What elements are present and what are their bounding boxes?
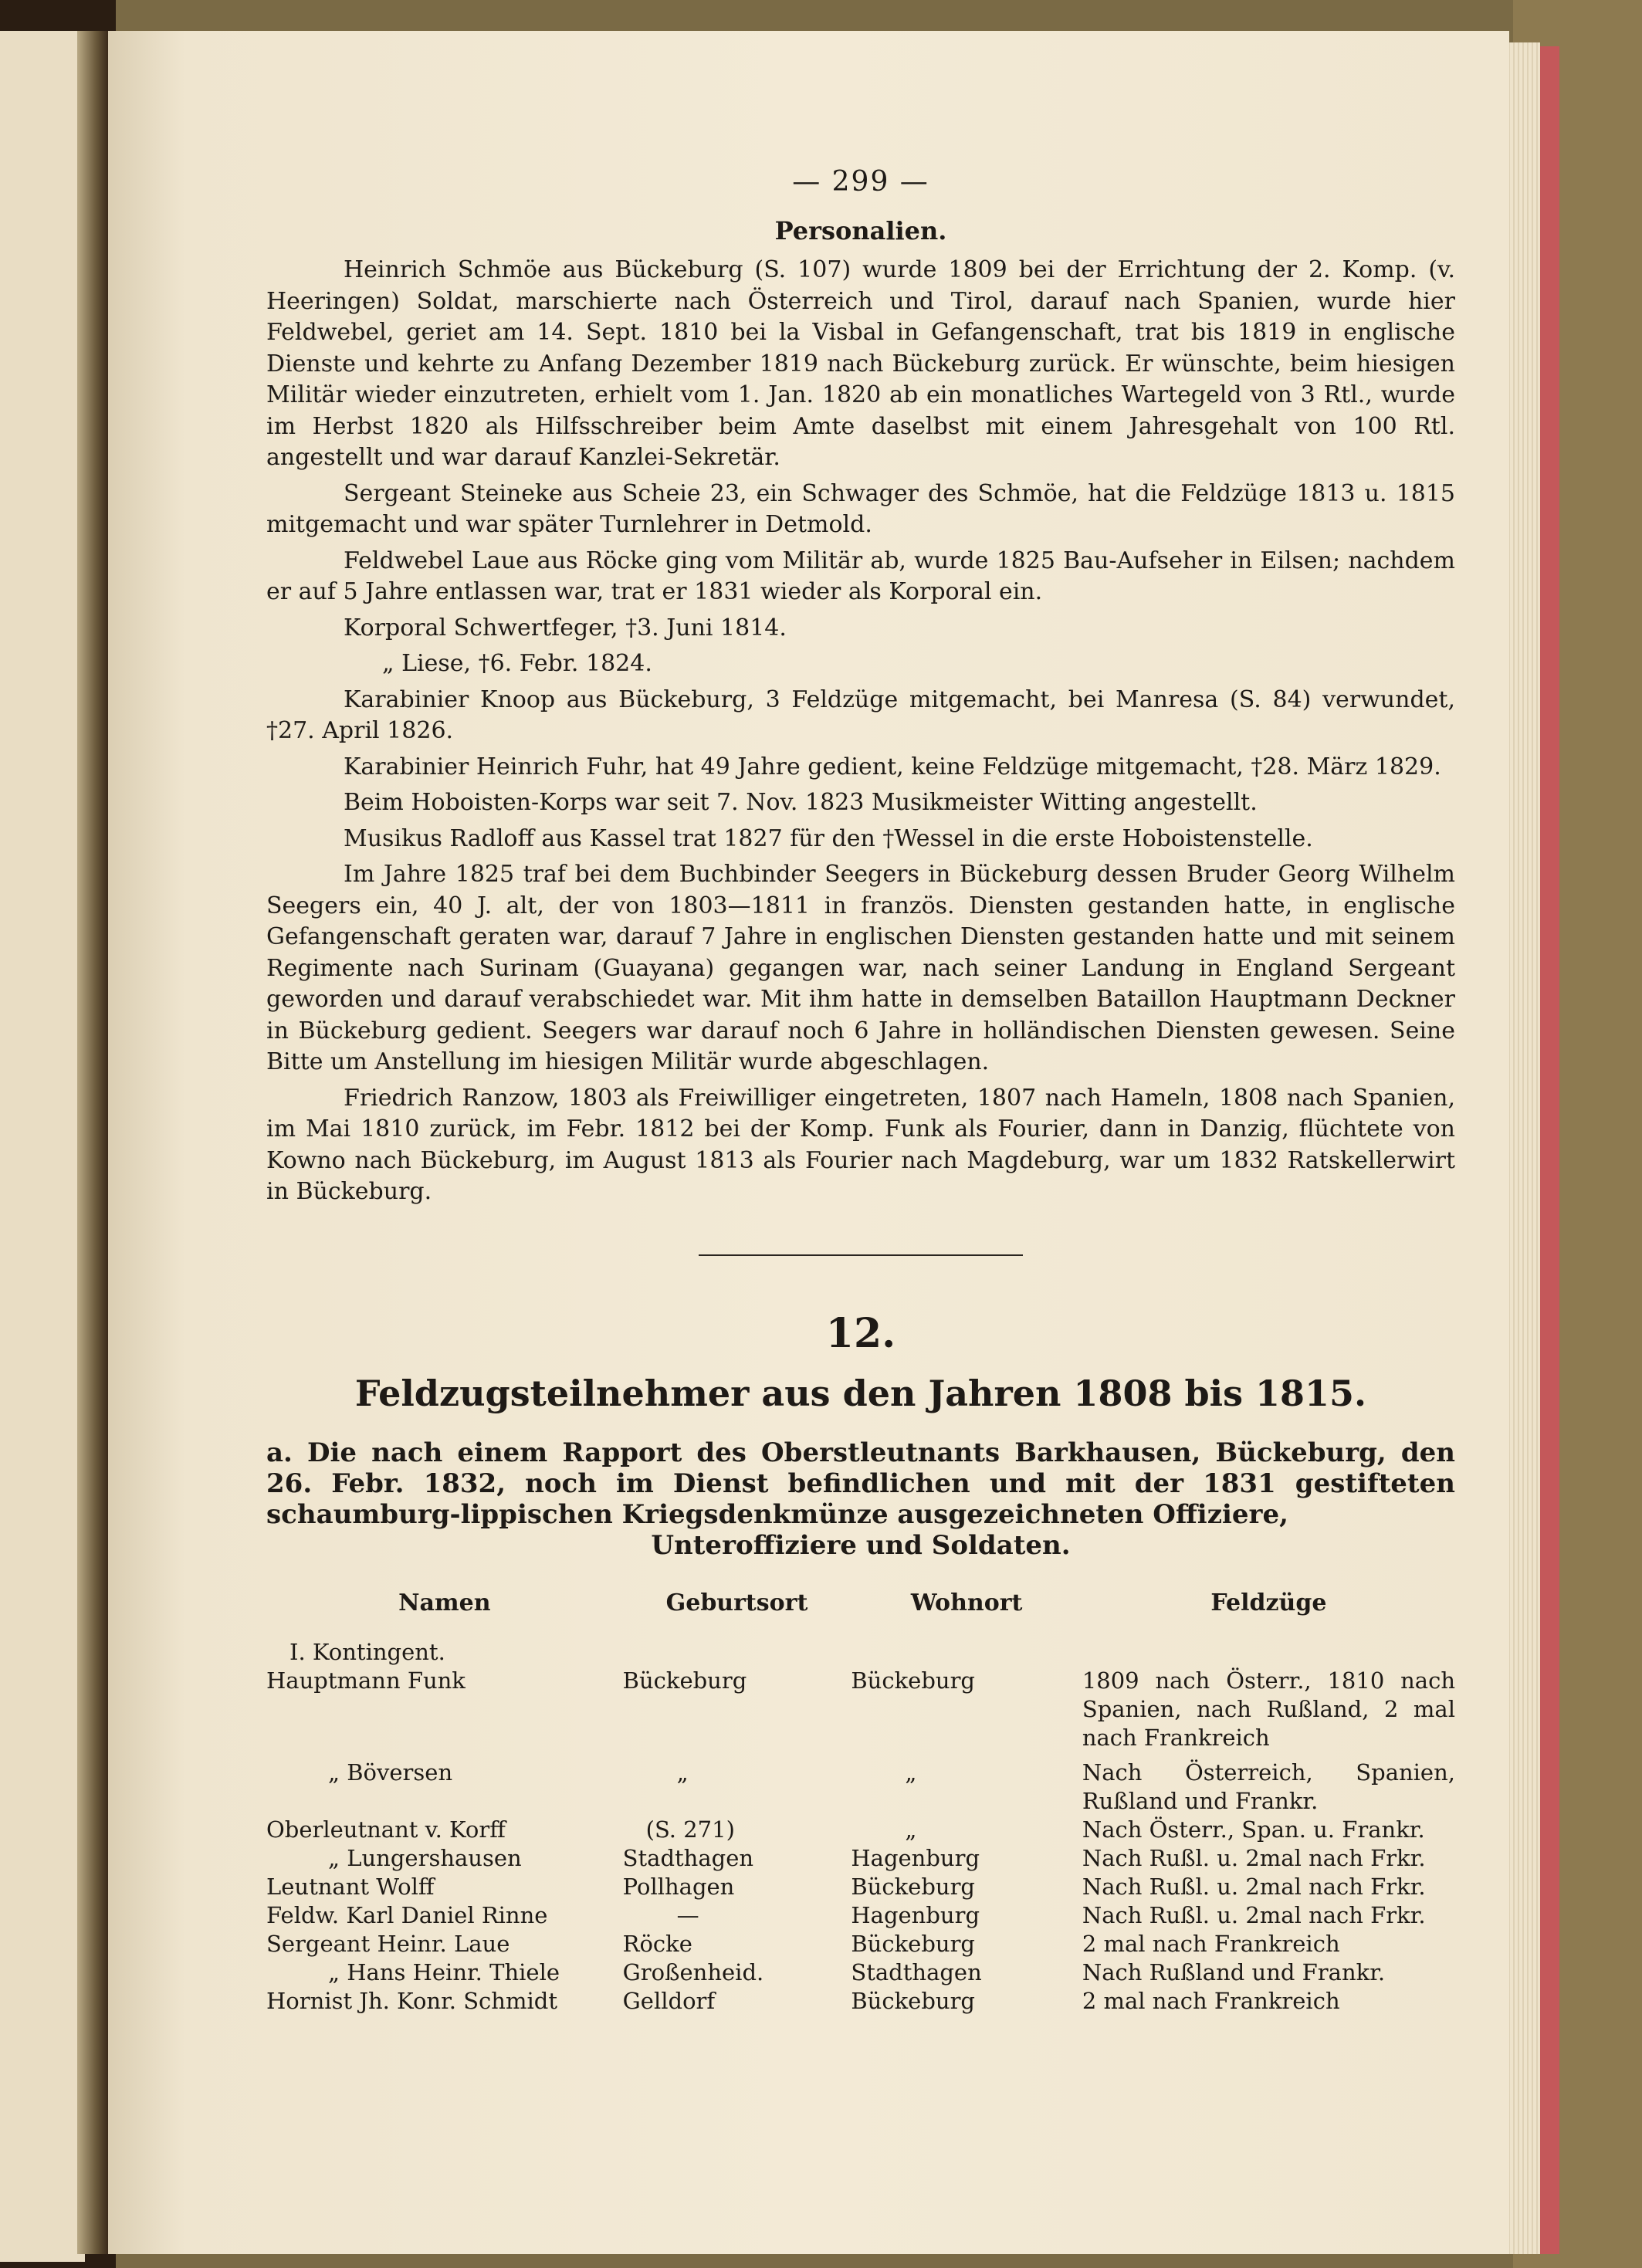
cell-residence: Bückeburg [851,1667,975,1694]
cell-name: Leutnant Wolff [266,1873,435,1900]
cell-birthplace: Großenheid. [622,1958,764,1985]
cell-campaigns: Nach Österreich, Spanien, Rußland und Frankr. [1082,1759,1455,1814]
column-header-namen: Namen [398,1589,491,1616]
paragraph: Sergeant Steineke aus Scheie 23, ein Schwager des Schmöe, hat die Feldzüge 1813 u. 1815 mitgemacht und war später Turnlehrer in Detmold. [266,479,1455,538]
cell-name: Hornist Jh. Konr. Schmidt [266,1987,557,2014]
cell-residence: Stadthagen [851,1958,982,1985]
cell-residence: „ [905,1816,917,1843]
cell-name: Feldw. Karl Daniel Rinne [266,1901,548,1928]
table-row [266,1752,1455,1816]
page-block-edge [1505,42,1540,2254]
paragraph: Korporal Schwertfeger, †3. Juni 1814. [344,614,787,641]
separator-rule [699,1254,1023,1256]
subtitle-last-line: Unteroffiziere und Soldaten. [651,1529,1071,1561]
cell-birthplace: Röcke [622,1930,692,1957]
section-heading-personalien: Personalien. [774,216,947,245]
page-number: — 299 — [792,166,929,198]
book-gutter [77,31,108,2254]
cell-birthplace: Gelldorf [622,1987,716,2014]
cell-birthplace: „ [676,1759,689,1786]
cell-birthplace: Pollhagen [622,1873,735,1900]
cell-campaigns: Nach Österr., Span. u. Frankr. [1082,1816,1425,1843]
paragraph: Im Jahre 1825 traf bei dem Buchbinder Seegers in Bückeburg dessen Bruder Georg Wilhelm Seegers ein, 40 J. alt, der von 1803—1811 in französ. Diensten gestanden hatte, in englische Gefangenschaft geraten war, darauf 7 Jahre in englischen Diensten gestanden hatte und mit seinem Regimente nach Surinam (Guayana) gegangen war, nach seiner Landung in England Sergeant geworden und darauf verabschiedet war. Mit ihm hatte in demselben Bataillon Hauptmann Deckner in Bückeburg gedient. Seegers war darauf noch 6 Jahre in holländischen Diensten gewesen. Seine Bitte um Anstellung im hiesigen Militär wurde abgeschlagen. [266,861,1455,1075]
cell-name: „ Lungershausen [328,1844,522,1871]
cell-residence: Hagenburg [851,1844,980,1871]
cell-campaigns: Nach Rußland und Frankr. [1082,1958,1386,1985]
book-page [100,31,1509,2254]
table-row [266,1844,1455,1873]
red-cover-edge [1540,46,1559,2254]
table-row [266,1958,1455,1987]
paragraph: Feldwebel Laue aus Röcke ging vom Militär ab, wurde 1825 Bau-Aufseher in Eilsen; nachdem er auf 5 Jahre entlassen war, trat er 1831 wieder als Korporal ein. [266,547,1455,605]
cell-campaigns: 2 mal nach Frankreich [1082,1930,1340,1957]
cell-residence: Bückeburg [851,1873,975,1900]
paragraph: Karabinier Heinrich Fuhr, hat 49 Jahre gedient, keine Feldzüge mitgemacht, †28. März 1829. [344,753,1441,780]
paragraph: Heinrich Schmöe aus Bückeburg (S. 107) wurde 1809 bei der Errichtung der 2. Komp. (v. Heeringen) Soldat, marschierte nach Österreich und Tirol, darauf nach Spanien, wurde hier Feldwebel, geriet am 14. Sept. 1810 bei la Visbal in Gefangenschaft, trat bis 1819 in englische Dienste und kehrte zu Anfang Dezember 1819 nach Bückeburg zurück. Er wünschte, beim hiesigen Militär wieder einzutreten, erhielt vom 1. Jan. 1820 ab ein monatliches Wartegeld von 3 Rtl., wurde im Herbst 1820 als Hilfsschreiber beim Amte daselbst mit einem Jahresgehalt von 100 Rtl. angestellt und war darauf Kanzlei-Sekretär. [266,256,1455,471]
table-header-row [266,1589,1455,1638]
cell-birthplace: (S. 271) [645,1816,735,1843]
cell-name: „ Hans Heinr. Thiele [328,1958,560,1985]
table-row [266,1901,1455,1930]
cell-birthplace: Bückeburg [622,1667,747,1694]
paragraph: Karabinier Knoop aus Bückeburg, 3 Feldzüge mitgemacht, bei Manresa (S. 84) verwundet, †27. April 1826. [266,685,1455,744]
cell-campaigns: 2 mal nach Frankreich [1082,1987,1340,2014]
cell-residence: Bückeburg [851,1930,975,1957]
cell-name: „ Böversen [328,1759,453,1786]
section-subtitle [266,1437,1455,1561]
cell-residence: „ [905,1759,917,1786]
cell-campaigns: Nach Rußl. u. 2mal nach Frkr. [1082,1901,1426,1928]
cell-birthplace: Stadthagen [622,1844,754,1871]
cell-residence: Bückeburg [851,1987,975,2014]
cell-name: Oberleutnant v. Korff [266,1816,506,1843]
table-row [266,1816,1455,1844]
column-header-wohnort: Wohnort [910,1589,1023,1616]
paragraph: Musikus Radloff aus Kassel trat 1827 für den †Wessel in die erste Hoboistenstelle. [344,824,1313,852]
group-label: I. Kontingent. [289,1638,445,1665]
cell-birthplace: — [676,1901,699,1928]
cell-residence: Hagenburg [851,1901,980,1928]
section-number: 12. [825,1309,896,1357]
table-group-row [266,1638,1455,1667]
cell-campaigns: 1809 nach Österr., 1810 nach Spanien, nach Rußland, 2 mal nach Frankreich [1082,1667,1455,1751]
section-title: Feldzugsteilnehmer aus den Jahren 1808 bis 1815. [354,1372,1367,1414]
cell-campaigns: Nach Rußl. u. 2mal nach Frkr. [1082,1873,1426,1900]
table-row [266,1930,1455,1958]
subtitle-main: a. Die nach einem Rapport des Oberstleutnants Barkhausen, Bückeburg, den 26. Febr. 1832, noch im Dienst befindlichen und mit der 1831 gestifteten schaumburg-lippischen Kriegsdenkmünze ausgezeichneten Offiziere, [266,1437,1455,1530]
column-header-geburtsort: Geburtsort [665,1589,808,1616]
page-content [266,166,1455,2016]
cell-name: Hauptmann Funk [266,1667,466,1694]
table-row [266,1667,1455,1752]
cell-campaigns: Nach Rußl. u. 2mal nach Frkr. [1082,1844,1426,1871]
facing-page-edge [0,31,85,2262]
paragraph: „ Liese, †6. Febr. 1824. [382,650,652,677]
column-header-feldzuege: Feldzüge [1210,1589,1327,1616]
paragraph: Friedrich Ranzow, 1803 als Freiwilliger eingetreten, 1807 nach Hameln, 1808 nach Spanien, im Mai 1810 zurück, im Febr. 1812 bei der Komp. Funk als Fourier, dann in Danzig, flüchtete von Kowno nach Bückeburg, im August 1813 als Fourier nach Magdeburg, war um 1832 Ratskellerwirt in Bückeburg. [266,1084,1455,1205]
paragraph: Beim Hoboisten-Korps war seit 7. Nov. 1823 Musikmeister Witting angestellt. [344,789,1258,816]
table-row [266,1873,1455,1901]
cell-name: Sergeant Heinr. Laue [266,1930,510,1957]
table-row [266,1987,1455,2016]
roster-table [266,1589,1455,2016]
